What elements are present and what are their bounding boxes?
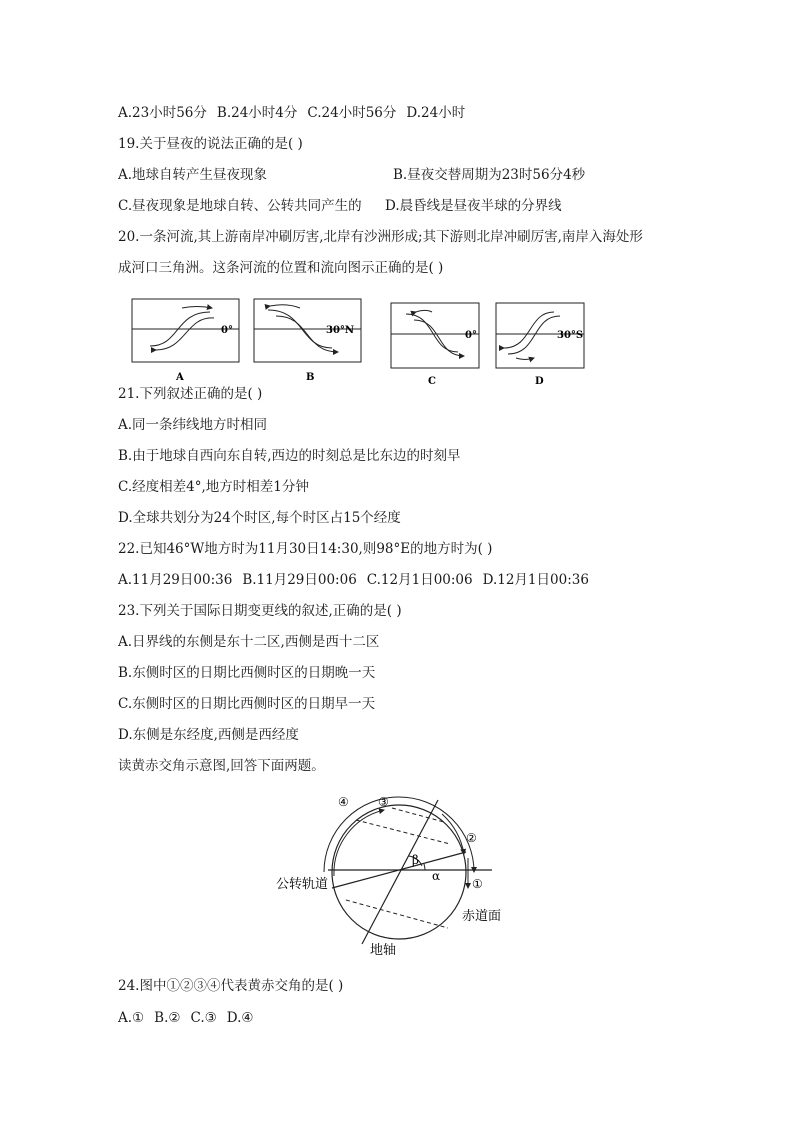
q22-option-d: D.12月1日00:36	[482, 572, 589, 588]
diagram-a-lat-label: 0°	[221, 325, 233, 336]
diagram-d	[496, 303, 584, 387]
q22-option-c: C.12月1日00:06	[366, 572, 473, 588]
diagram-d-lat-label: 30°S	[557, 330, 584, 341]
q20-diagrams	[120, 294, 590, 390]
reading-instruction: 读黄赤交角示意图,回答下面两题。	[118, 758, 325, 774]
q19-option-b: B.昼夜交替周期为23时56分4秒	[393, 167, 586, 183]
q22-options	[118, 571, 599, 589]
q21-option-a: A.同一条纬线地方时相同	[118, 417, 268, 433]
axis-label: 地轴	[370, 943, 397, 958]
q23-stem: 23.下列关于国际日期变更线的叙述,正确的是( )	[118, 603, 402, 619]
mark-2: ②	[466, 831, 477, 845]
q22-option-b: B.11月29日00:06	[242, 572, 357, 588]
q19-option-a: A.地球自转产生昼夜现象	[118, 167, 268, 183]
diagram-a-letter: A	[176, 372, 184, 383]
angle-beta: β	[412, 853, 419, 867]
q19-option-c: C.昼夜现象是地球自转、公转共同产生的	[118, 198, 362, 214]
orbit-label: 公转轨道	[276, 877, 329, 892]
q24-option-a: A.①	[118, 1010, 145, 1026]
q20-stem-line1: 20.一条河流,其上游南岸冲刷厉害,北岸有沙洲形成;其下游则北岸冲刷厉害,南岸入海处形	[118, 229, 643, 245]
q22-stem: 22.已知46°W地方时为11月30日14:30,则98°E的地方时为( )	[118, 541, 493, 557]
q24-option-b: B.②	[154, 1010, 181, 1026]
q23-option-b: B.东侧时区的日期比西侧时区的日期晚一天	[118, 665, 376, 681]
diagram-c-letter: C	[428, 376, 436, 387]
q23-option-a: A.日界线的东侧是东十二区,西侧是西十二区	[118, 634, 380, 650]
q22-option-a: A.11月29日00:36	[118, 572, 233, 588]
diagram-b	[254, 299, 361, 383]
q21-option-c: C.经度相差4°,地方时相差1分钟	[118, 479, 309, 495]
obliquity-figure	[272, 792, 526, 960]
q21-stem: 21.下列叙述正确的是( )	[118, 386, 263, 402]
mark-4: ④	[338, 795, 349, 809]
diagram-b-letter: B	[306, 372, 315, 383]
q23-option-d: D.东侧是东经度,西侧是西经度	[118, 727, 299, 743]
diagram-b-lat-label: 30°N	[326, 325, 355, 336]
q23-option-c: C.东侧时区的日期比西侧时区的日期早一天	[118, 696, 376, 712]
diagram-a	[132, 299, 239, 383]
q24-options	[118, 1009, 263, 1027]
q18-option-d: D.24小时	[406, 105, 466, 121]
diagram-c-lat-label: 0°	[465, 330, 477, 341]
q21-option-b: B.由于地球自西向东自转,西边的时刻总是比东边的时刻早	[118, 448, 461, 464]
q21-option-d: D.全球共划分为24个时区,每个时区占15个经度	[118, 510, 401, 526]
q24-option-d: D.④	[226, 1010, 254, 1026]
q24-option-c: C.③	[190, 1010, 217, 1026]
q19-option-d: D.晨昏线是昼夜半球的分界线	[385, 198, 562, 214]
diagram-d-letter: D	[535, 376, 544, 387]
q18-option-b: B.24小时4分	[216, 105, 298, 121]
q24-stem: 24.图中①②③④代表黄赤交角的是( )	[118, 978, 344, 994]
q19-stem: 19.关于昼夜的说法正确的是( )	[118, 136, 303, 152]
mark-1: ①	[472, 877, 483, 891]
q18-options	[118, 104, 475, 122]
diagram-c	[391, 303, 479, 387]
q18-option-c: C.24小时56分	[307, 105, 397, 121]
angle-alpha: α	[432, 869, 441, 883]
equator-plane-label: 赤道面	[462, 909, 502, 924]
q18-option-a: A.23小时56分	[118, 105, 207, 121]
mark-3: ③	[378, 795, 389, 809]
q20-stem-line2: 成河口三角洲。这条河流的位置和流向图示正确的是( )	[118, 260, 444, 276]
